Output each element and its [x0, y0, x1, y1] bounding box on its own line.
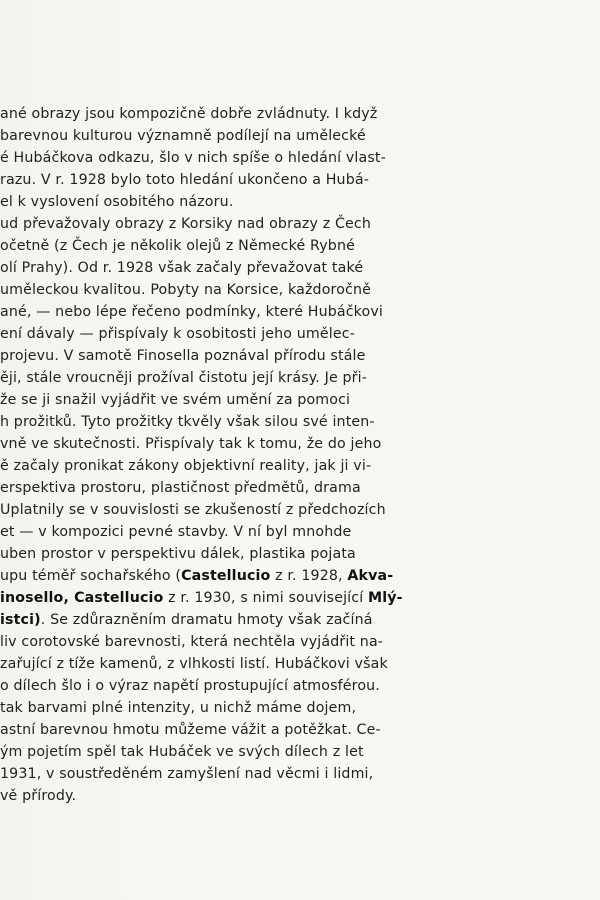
text-line	[0, 741, 600, 763]
text-segment: uben prostor v perspektivu dálek, plastika pojata	[0, 546, 356, 562]
text-line	[0, 301, 600, 323]
text-line	[0, 587, 600, 609]
text-segment: ení dávaly — přispívaly k osobitosti jeho umělec-	[0, 326, 355, 342]
body-text	[0, 103, 600, 804]
text-segment: ě začaly pronikat zákony objektivní reality, jak ji vi-	[0, 458, 372, 474]
text-segment: astní barevnou hmotu můžeme vážit a potěžkat. Ce-	[0, 722, 381, 738]
text-segment: ým pojetím spěl tak Hubáček ve svých dílech z let	[0, 744, 364, 760]
text-segment: o dílech šlo i o výraz napětí prostupující atmosférou.	[0, 678, 380, 694]
text-segment: z r. 1928,	[270, 568, 348, 584]
text-line	[0, 477, 600, 499]
text-segment: ěji, stále vroucněji prožíval čistotu její krásy. Je při-	[0, 370, 368, 386]
text-segment: upu téměř sochařského (	[0, 568, 182, 584]
text-line	[0, 389, 600, 411]
text-segment: el k vyslovení osobitého názoru.	[0, 194, 234, 210]
text-line	[0, 631, 600, 653]
text-line	[0, 719, 600, 741]
text-line	[0, 323, 600, 345]
bold-title-text: Castellucio	[181, 568, 271, 584]
text-segment: ud převažovaly obrazy z Korsiky nad obrazy z Čech	[0, 216, 372, 232]
text-segment: . Se zdůrazněním dramatu hmoty však začíná	[40, 612, 373, 628]
text-segment: é Hubáčkova odkazu, šlo v nich spíše o hledání vlast-	[0, 150, 386, 166]
text-line	[0, 125, 600, 147]
text-segment: projevu. V samotě Finosella poznával přírodu stále	[0, 348, 366, 364]
text-segment: z r. 1930, s nimi související	[163, 590, 368, 606]
text-line	[0, 609, 600, 631]
bold-title-text: inosello, Castellucio	[0, 590, 164, 606]
text-segment: Uplatnily se v souvislosti se zkušeností z předchozích	[0, 502, 386, 518]
text-line	[0, 521, 600, 543]
text-line	[0, 653, 600, 675]
text-line	[0, 565, 600, 587]
text-segment: ané obrazy jsou kompozičně dobře zvládnuty. I když	[0, 106, 378, 122]
text-segment: razu. V r. 1928 bylo toto hledání ukončeno a Hubá-	[0, 172, 369, 188]
text-line	[0, 235, 600, 257]
text-segment: erspektiva prostoru, plastičnost předmětů, drama	[0, 480, 361, 496]
text-line	[0, 675, 600, 697]
text-segment: že se ji snažil vyjádřit ve svém umění za pomoci	[0, 392, 351, 408]
text-line	[0, 147, 600, 169]
text-segment: tak barvami plné intenzity, u nichž máme dojem,	[0, 700, 357, 716]
text-line	[0, 785, 600, 807]
text-line	[0, 455, 600, 477]
text-line	[0, 103, 600, 125]
text-segment: et — v kompozici pevné stavby. V ní byl mnohde	[0, 524, 352, 540]
text-segment: 1931, v soustředěném zamyšlení nad věcmi i lidmi,	[0, 766, 374, 782]
text-line	[0, 279, 600, 301]
text-segment: očetně (z Čech je několik olejů z Německé Rybné	[0, 238, 355, 254]
bold-title-text: Akva-	[347, 568, 394, 584]
text-line	[0, 433, 600, 455]
text-line	[0, 499, 600, 521]
text-segment: ané, — nebo lépe řečeno podmínky, které Hubáčkovi	[0, 304, 383, 320]
text-line	[0, 367, 600, 389]
text-segment: vě přírody.	[0, 788, 77, 804]
text-segment: zařující z tíže kamenů, z vlhkosti listí. Hubáčkovi však	[0, 656, 388, 672]
text-line	[0, 543, 600, 565]
text-segment: olí Prahy). Od r. 1928 však začaly převažovat také	[0, 260, 364, 276]
text-line	[0, 763, 600, 785]
text-line	[0, 697, 600, 719]
text-segment: barevnou kulturou významně podílejí na umělecké	[0, 128, 366, 144]
text-line	[0, 411, 600, 433]
text-line	[0, 345, 600, 367]
text-segment: vně ve skutečnosti. Přispívaly tak k tomu, že do jeho	[0, 436, 382, 452]
bold-title-text: Mlý-	[367, 590, 403, 606]
text-segment: h prožitků. Tyto prožitky tkvěly však silou své inten-	[0, 414, 375, 430]
text-line	[0, 191, 600, 213]
text-line	[0, 169, 600, 191]
bold-title-text: istci)	[0, 612, 41, 628]
text-segment: uměleckou kvalitou. Pobyty na Korsice, každoročně	[0, 282, 371, 298]
text-line	[0, 257, 600, 279]
text-segment: liv corotovské barevnosti, která nechtěla vyjádřit na-	[0, 634, 384, 650]
text-line	[0, 213, 600, 235]
